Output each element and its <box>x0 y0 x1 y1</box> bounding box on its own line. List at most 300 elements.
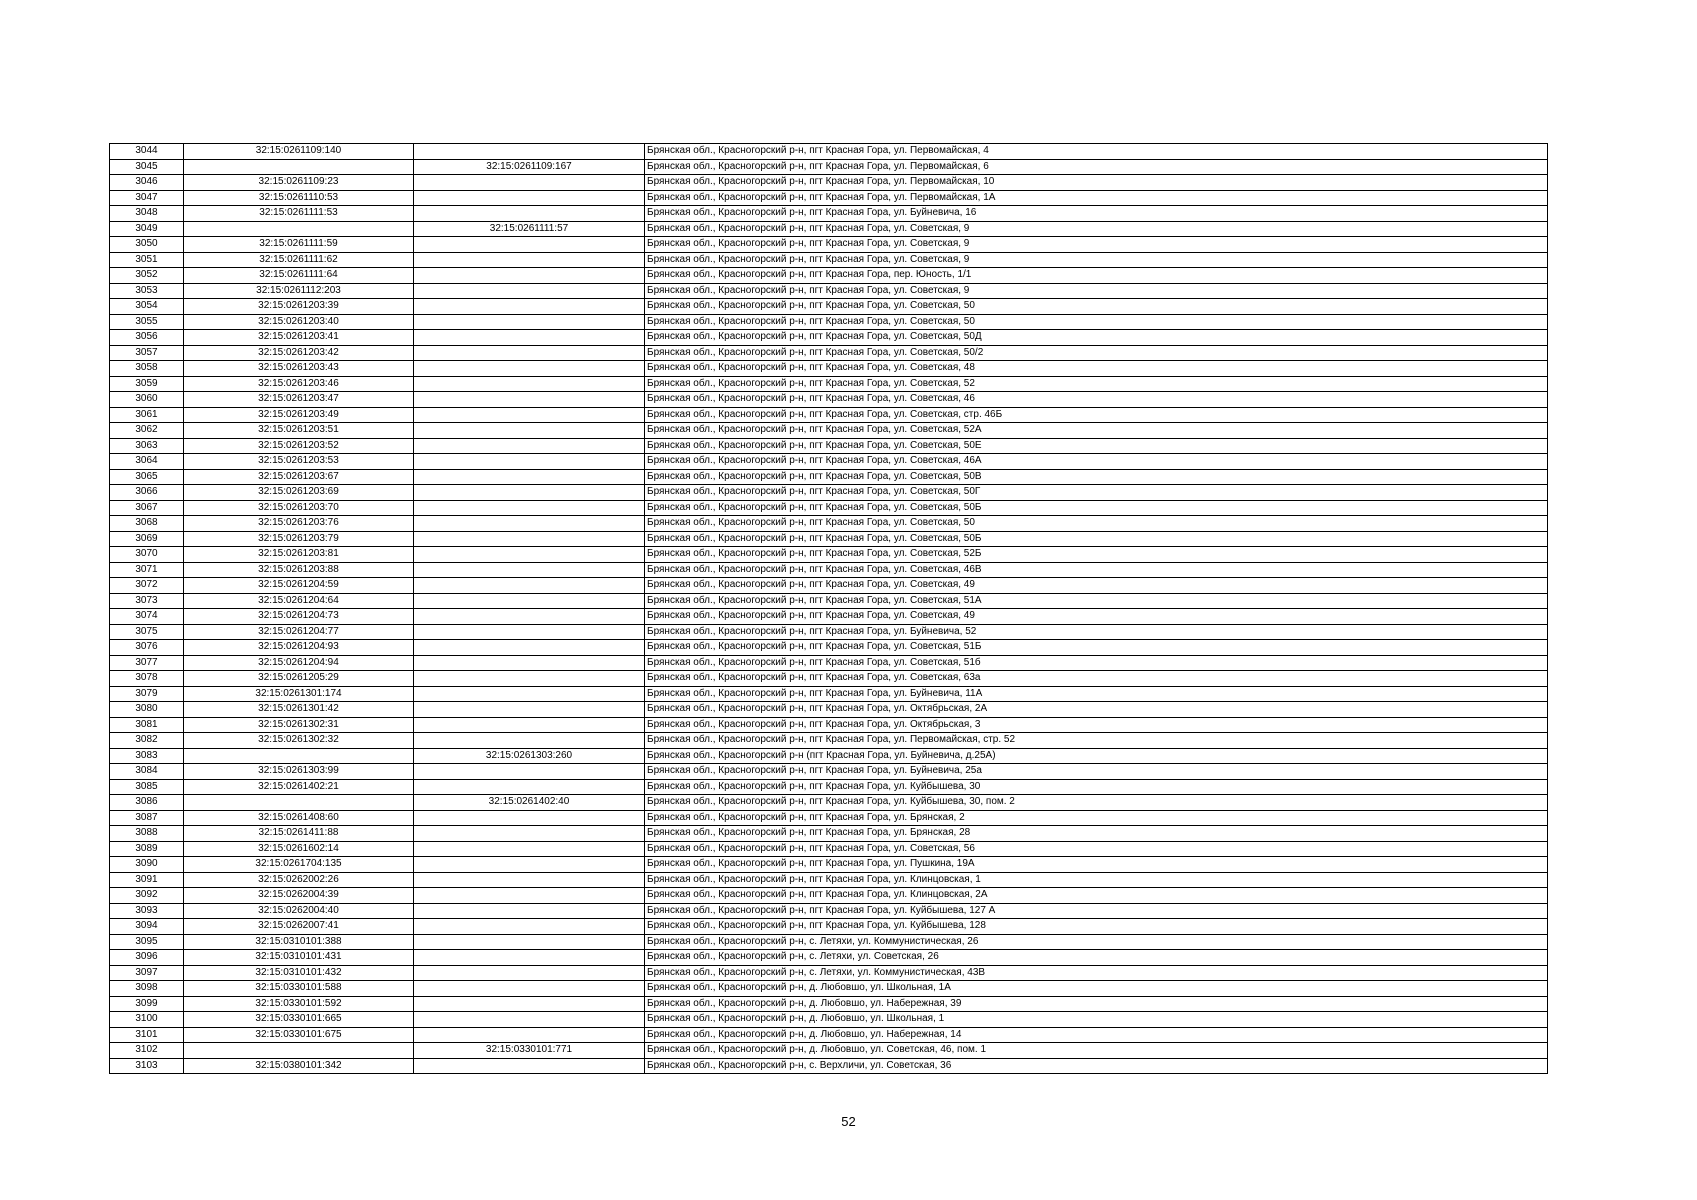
address-cell: Брянская обл., Красногорский р-н, пгт Красная Гора, ул. Буйневича, 11А <box>645 686 1548 702</box>
address-cell: Брянская обл., Красногорский р-н, пгт Красная Гора, ул. Октябрьская, 2А <box>645 702 1548 718</box>
address-cell: Брянская обл., Красногорский р-н, пгт Красная Гора, ул. Советская, 46В <box>645 562 1548 578</box>
cadastral-number-cell: 32:15:0261203:47 <box>184 392 414 408</box>
table-row <box>110 686 1548 702</box>
cadastral-number-cell: 32:15:0261203:88 <box>184 562 414 578</box>
table-row <box>110 438 1548 454</box>
row-number-cell: 3090 <box>110 857 184 873</box>
cadastral-number-alt-cell: 32:15:0261303:260 <box>414 748 645 764</box>
row-number-cell: 3095 <box>110 934 184 950</box>
table-row <box>110 531 1548 547</box>
cadastral-number-alt-cell <box>414 934 645 950</box>
table-row <box>110 981 1548 997</box>
table-row <box>110 965 1548 981</box>
cadastral-number-alt-cell <box>414 1058 645 1074</box>
row-number-cell: 3062 <box>110 423 184 439</box>
row-number-cell: 3077 <box>110 655 184 671</box>
cadastral-number-cell: 32:15:0261402:21 <box>184 779 414 795</box>
address-cell: Брянская обл., Красногорский р-н, с. Верхличи, ул. Советская, 36 <box>645 1058 1548 1074</box>
table-row <box>110 578 1548 594</box>
table-row <box>110 547 1548 563</box>
cadastral-number-cell: 32:15:0261204:73 <box>184 609 414 625</box>
cadastral-number-alt-cell <box>414 640 645 656</box>
table-row <box>110 252 1548 268</box>
cadastral-number-cell: 32:15:0261203:51 <box>184 423 414 439</box>
cadastral-number-alt-cell <box>414 717 645 733</box>
address-cell: Брянская обл., Красногорский р-н, д. Любовшо, ул. Школьная, 1А <box>645 981 1548 997</box>
cadastral-number-alt-cell <box>414 252 645 268</box>
address-cell: Брянская обл., Красногорский р-н, пгт Красная Гора, ул. Советская, стр. 46Б <box>645 407 1548 423</box>
cadastral-number-cell: 32:15:0330101:588 <box>184 981 414 997</box>
address-cell: Брянская обл., Красногорский р-н, пгт Красная Гора, ул. Первомайская, 1А <box>645 190 1548 206</box>
cadastral-number-cell: 32:15:0261109:23 <box>184 175 414 191</box>
row-number-cell: 3056 <box>110 330 184 346</box>
cadastral-number-alt-cell <box>414 888 645 904</box>
address-cell: Брянская обл., Красногорский р-н, пгт Красная Гора, ул. Советская, 9 <box>645 237 1548 253</box>
address-cell: Брянская обл., Красногорский р-н, пгт Красная Гора, ул. Советская, 50Б <box>645 531 1548 547</box>
cadastral-number-alt-cell <box>414 144 645 160</box>
cadastral-number-cell: 32:15:0261204:59 <box>184 578 414 594</box>
cadastral-number-cell: 32:15:0261203:39 <box>184 299 414 315</box>
address-cell: Брянская обл., Красногорский р-н, пгт Красная Гора, ул. Первомайская, 10 <box>645 175 1548 191</box>
cadastral-number-alt-cell <box>414 516 645 532</box>
cadastral-number-cell: 32:15:0261204:64 <box>184 593 414 609</box>
cadastral-number-alt-cell <box>414 702 645 718</box>
address-cell: Брянская обл., Красногорский р-н, пгт Красная Гора, ул. Буйневича, 16 <box>645 206 1548 222</box>
cadastral-number-cell: 32:15:0261203:40 <box>184 314 414 330</box>
row-number-cell: 3088 <box>110 826 184 842</box>
table-row <box>110 795 1548 811</box>
cadastral-number-cell: 32:15:0380101:342 <box>184 1058 414 1074</box>
row-number-cell: 3102 <box>110 1043 184 1059</box>
cadastral-number-alt-cell <box>414 175 645 191</box>
table-row <box>110 144 1548 160</box>
address-cell: Брянская обл., Красногорский р-н, пгт Красная Гора, ул. Советская, 50 <box>645 314 1548 330</box>
table-row <box>110 159 1548 175</box>
cadastral-number-cell: 32:15:0262004:39 <box>184 888 414 904</box>
address-cell: Брянская обл., Красногорский р-н (пгт Красная Гора, ул. Буйневича, д.25А) <box>645 748 1548 764</box>
cadastral-number-alt-cell <box>414 531 645 547</box>
cadastral-number-cell: 32:15:0261203:69 <box>184 485 414 501</box>
cadastral-number-cell: 32:15:0261411:88 <box>184 826 414 842</box>
table-row <box>110 500 1548 516</box>
row-number-cell: 3052 <box>110 268 184 284</box>
table-body <box>110 144 1548 1074</box>
table-row <box>110 764 1548 780</box>
cadastral-number-alt-cell <box>414 268 645 284</box>
address-cell: Брянская обл., Красногорский р-н, д. Любовшо, ул. Советская, 46, пом. 1 <box>645 1043 1548 1059</box>
cadastral-number-cell: 32:15:0262002:26 <box>184 872 414 888</box>
cadastral-number-cell: 32:15:0261203:67 <box>184 469 414 485</box>
row-number-cell: 3083 <box>110 748 184 764</box>
table-row <box>110 345 1548 361</box>
cadastral-number-alt-cell <box>414 423 645 439</box>
table-row <box>110 748 1548 764</box>
row-number-cell: 3100 <box>110 1012 184 1028</box>
cadastral-number-cell: 32:15:0261112:203 <box>184 283 414 299</box>
address-cell: Брянская обл., Красногорский р-н, д. Любовшо, ул. Набережная, 14 <box>645 1027 1548 1043</box>
address-cell: Брянская обл., Красногорский р-н, пгт Красная Гора, ул. Советская, 9 <box>645 283 1548 299</box>
cadastral-number-alt-cell <box>414 578 645 594</box>
row-number-cell: 3075 <box>110 624 184 640</box>
cadastral-number-alt-cell <box>414 190 645 206</box>
address-cell: Брянская обл., Красногорский р-н, с. Летяхи, ул. Коммунистическая, 43В <box>645 965 1548 981</box>
cadastral-number-alt-cell <box>414 547 645 563</box>
row-number-cell: 3049 <box>110 221 184 237</box>
cadastral-number-alt-cell <box>414 485 645 501</box>
address-cell: Брянская обл., Красногорский р-н, пгт Красная Гора, ул. Советская, 50 <box>645 516 1548 532</box>
cadastral-number-alt-cell <box>414 655 645 671</box>
address-cell: Брянская обл., Красногорский р-н, пгт Красная Гора, ул. Советская, 50Б <box>645 500 1548 516</box>
row-number-cell: 3071 <box>110 562 184 578</box>
cadastral-number-alt-cell <box>414 392 645 408</box>
address-cell: Брянская обл., Красногорский р-н, пгт Красная Гора, ул. Куйбышева, 30, пом. 2 <box>645 795 1548 811</box>
table-row <box>110 609 1548 625</box>
cadastral-number-cell <box>184 1043 414 1059</box>
cadastral-number-alt-cell <box>414 841 645 857</box>
table-row <box>110 1043 1548 1059</box>
table-row <box>110 407 1548 423</box>
cadastral-number-cell: 32:15:0262004:40 <box>184 903 414 919</box>
cadastral-number-alt-cell <box>414 299 645 315</box>
table-row <box>110 330 1548 346</box>
table-row <box>110 733 1548 749</box>
row-number-cell: 3084 <box>110 764 184 780</box>
table-row <box>110 221 1548 237</box>
row-number-cell: 3064 <box>110 454 184 470</box>
row-number-cell: 3078 <box>110 671 184 687</box>
cadastral-number-alt-cell <box>414 562 645 578</box>
cadastral-number-cell: 32:15:0261704:135 <box>184 857 414 873</box>
cadastral-number-cell: 32:15:0261203:49 <box>184 407 414 423</box>
table-row <box>110 919 1548 935</box>
row-number-cell: 3096 <box>110 950 184 966</box>
row-number-cell: 3059 <box>110 376 184 392</box>
cadastral-number-alt-cell <box>414 733 645 749</box>
row-number-cell: 3055 <box>110 314 184 330</box>
address-cell: Брянская обл., Красногорский р-н, пгт Красная Гора, ул. Куйбышева, 30 <box>645 779 1548 795</box>
cadastral-number-cell: 32:15:0330101:665 <box>184 1012 414 1028</box>
cadastral-number-cell: 32:15:0261203:81 <box>184 547 414 563</box>
row-number-cell: 3099 <box>110 996 184 1012</box>
cadastral-number-alt-cell <box>414 330 645 346</box>
cadastral-number-alt-cell <box>414 810 645 826</box>
row-number-cell: 3094 <box>110 919 184 935</box>
cadastral-number-cell: 32:15:0261301:174 <box>184 686 414 702</box>
cadastral-number-alt-cell <box>414 1027 645 1043</box>
cadastral-number-alt-cell <box>414 965 645 981</box>
table-row <box>110 640 1548 656</box>
table-row <box>110 1027 1548 1043</box>
address-cell: Брянская обл., Красногорский р-н, с. Летяхи, ул. Коммунистическая, 26 <box>645 934 1548 950</box>
address-cell: Брянская обл., Красногорский р-н, пгт Красная Гора, ул. Октябрьская, 3 <box>645 717 1548 733</box>
row-number-cell: 3093 <box>110 903 184 919</box>
row-number-cell: 3101 <box>110 1027 184 1043</box>
cadastral-number-alt-cell <box>414 764 645 780</box>
table-row <box>110 857 1548 873</box>
table-row <box>110 175 1548 191</box>
address-cell: Брянская обл., Красногорский р-н, д. Любовшо, ул. Набережная, 39 <box>645 996 1548 1012</box>
row-number-cell: 3045 <box>110 159 184 175</box>
table-row <box>110 283 1548 299</box>
cadastral-number-cell: 32:15:0261203:43 <box>184 361 414 377</box>
cadastral-number-cell: 32:15:0261203:42 <box>184 345 414 361</box>
table-row <box>110 469 1548 485</box>
cadastral-number-cell: 32:15:0261111:64 <box>184 268 414 284</box>
cadastral-number-alt-cell <box>414 872 645 888</box>
address-cell: Брянская обл., Красногорский р-н, пгт Красная Гора, ул. Брянская, 28 <box>645 826 1548 842</box>
cadastral-number-cell: 32:15:0310101:432 <box>184 965 414 981</box>
row-number-cell: 3046 <box>110 175 184 191</box>
cadastral-number-alt-cell <box>414 345 645 361</box>
address-cell: Брянская обл., Красногорский р-н, пгт Красная Гора, ул. Куйбышева, 128 <box>645 919 1548 935</box>
cadastral-number-alt-cell <box>414 454 645 470</box>
cadastral-table <box>109 143 1548 1074</box>
row-number-cell: 3065 <box>110 469 184 485</box>
address-cell: Брянская обл., Красногорский р-н, пгт Красная Гора, ул. Советская, 46 <box>645 392 1548 408</box>
table-row <box>110 237 1548 253</box>
address-cell: Брянская обл., Красногорский р-н, пгт Красная Гора, ул. Советская, 51б <box>645 655 1548 671</box>
table-row <box>110 934 1548 950</box>
cadastral-number-alt-cell <box>414 981 645 997</box>
cadastral-number-alt-cell <box>414 996 645 1012</box>
table-row <box>110 717 1548 733</box>
cadastral-number-alt-cell <box>414 903 645 919</box>
row-number-cell: 3054 <box>110 299 184 315</box>
cadastral-number-alt-cell <box>414 361 645 377</box>
table-row <box>110 655 1548 671</box>
cadastral-number-cell: 32:15:0261204:77 <box>184 624 414 640</box>
row-number-cell: 3048 <box>110 206 184 222</box>
table-row <box>110 516 1548 532</box>
cadastral-number-alt-cell <box>414 609 645 625</box>
cadastral-number-cell <box>184 159 414 175</box>
cadastral-number-alt-cell <box>414 686 645 702</box>
cadastral-number-cell: 32:15:0261203:46 <box>184 376 414 392</box>
cadastral-number-alt-cell <box>414 950 645 966</box>
address-cell: Брянская обл., Красногорский р-н, д. Любовшо, ул. Школьная, 1 <box>645 1012 1548 1028</box>
table-row <box>110 888 1548 904</box>
row-number-cell: 3079 <box>110 686 184 702</box>
cadastral-number-cell: 32:15:0261203:76 <box>184 516 414 532</box>
cadastral-number-alt-cell <box>414 779 645 795</box>
cadastral-number-cell: 32:15:0261204:94 <box>184 655 414 671</box>
address-cell: Брянская обл., Красногорский р-н, пгт Красная Гора, ул. Брянская, 2 <box>645 810 1548 826</box>
address-cell: Брянская обл., Красногорский р-н, пгт Красная Гора, ул. Советская, 63а <box>645 671 1548 687</box>
table-row <box>110 376 1548 392</box>
table-row <box>110 810 1548 826</box>
row-number-cell: 3074 <box>110 609 184 625</box>
cadastral-number-cell <box>184 795 414 811</box>
table-row <box>110 950 1548 966</box>
row-number-cell: 3085 <box>110 779 184 795</box>
address-cell: Брянская обл., Красногорский р-н, пгт Красная Гора, ул. Советская, 50/2 <box>645 345 1548 361</box>
address-cell: Брянская обл., Красногорский р-н, пгт Красная Гора, ул. Советская, 46А <box>645 454 1548 470</box>
cadastral-number-cell: 32:15:0261203:70 <box>184 500 414 516</box>
row-number-cell: 3080 <box>110 702 184 718</box>
table-row <box>110 841 1548 857</box>
cadastral-number-alt-cell: 32:15:0330101:771 <box>414 1043 645 1059</box>
row-number-cell: 3060 <box>110 392 184 408</box>
cadastral-number-cell: 32:15:0261111:62 <box>184 252 414 268</box>
address-cell: Брянская обл., Красногорский р-н, пгт Красная Гора, ул. Советская, 50Г <box>645 485 1548 501</box>
row-number-cell: 3069 <box>110 531 184 547</box>
cadastral-number-alt-cell <box>414 206 645 222</box>
cadastral-number-cell: 32:15:0330101:592 <box>184 996 414 1012</box>
cadastral-number-alt-cell <box>414 624 645 640</box>
table-row <box>110 826 1548 842</box>
table-row <box>110 268 1548 284</box>
row-number-cell: 3051 <box>110 252 184 268</box>
cadastral-number-alt-cell <box>414 857 645 873</box>
cadastral-number-alt-cell <box>414 237 645 253</box>
address-cell: Брянская обл., Красногорский р-н, пгт Красная Гора, ул. Советская, 48 <box>645 361 1548 377</box>
cadastral-number-alt-cell <box>414 407 645 423</box>
cadastral-number-cell <box>184 748 414 764</box>
row-number-cell: 3047 <box>110 190 184 206</box>
address-cell: Брянская обл., Красногорский р-н, пгт Красная Гора, ул. Советская, 52Б <box>645 547 1548 563</box>
row-number-cell: 3072 <box>110 578 184 594</box>
table-row <box>110 624 1548 640</box>
row-number-cell: 3073 <box>110 593 184 609</box>
cadastral-number-cell: 32:15:0261408:60 <box>184 810 414 826</box>
cadastral-number-cell: 32:15:0262007:41 <box>184 919 414 935</box>
row-number-cell: 3063 <box>110 438 184 454</box>
address-cell: Брянская обл., Красногорский р-н, пгт Красная Гора, ул. Советская, 51А <box>645 593 1548 609</box>
table-row <box>110 779 1548 795</box>
address-cell: Брянская обл., Красногорский р-н, пгт Красная Гора, ул. Советская, 50Е <box>645 438 1548 454</box>
address-cell: Брянская обл., Красногорский р-н, пгт Красная Гора, ул. Советская, 49 <box>645 609 1548 625</box>
cadastral-number-cell: 32:15:0261204:93 <box>184 640 414 656</box>
row-number-cell: 3058 <box>110 361 184 377</box>
row-number-cell: 3087 <box>110 810 184 826</box>
cadastral-number-alt-cell: 32:15:0261109:167 <box>414 159 645 175</box>
row-number-cell: 3082 <box>110 733 184 749</box>
cadastral-number-cell: 32:15:0310101:388 <box>184 934 414 950</box>
page-number: 52 <box>841 1114 856 1129</box>
address-cell: Брянская обл., Красногорский р-н, пгт Красная Гора, ул. Клинцовская, 2А <box>645 888 1548 904</box>
row-number-cell: 3057 <box>110 345 184 361</box>
cadastral-number-cell: 32:15:0261203:79 <box>184 531 414 547</box>
row-number-cell: 3097 <box>110 965 184 981</box>
cadastral-number-cell: 32:15:0310101:431 <box>184 950 414 966</box>
row-number-cell: 3068 <box>110 516 184 532</box>
address-cell: Брянская обл., Красногорский р-н, пгт Красная Гора, ул. Первомайская, 4 <box>645 144 1548 160</box>
cadastral-number-alt-cell <box>414 314 645 330</box>
table-row <box>110 1058 1548 1074</box>
cadastral-number-cell: 32:15:0261302:32 <box>184 733 414 749</box>
cadastral-number-cell: 32:15:0261203:53 <box>184 454 414 470</box>
table-row <box>110 702 1548 718</box>
address-cell: Брянская обл., Красногорский р-н, с. Летяхи, ул. Советская, 26 <box>645 950 1548 966</box>
address-cell: Брянская обл., Красногорский р-н, пгт Красная Гора, ул. Советская, 56 <box>645 841 1548 857</box>
address-cell: Брянская обл., Красногорский р-н, пгт Красная Гора, ул. Советская, 50Д <box>645 330 1548 346</box>
table-row <box>110 423 1548 439</box>
row-number-cell: 3081 <box>110 717 184 733</box>
row-number-cell: 3091 <box>110 872 184 888</box>
table-row <box>110 190 1548 206</box>
cadastral-number-alt-cell: 32:15:0261111:57 <box>414 221 645 237</box>
cadastral-number-cell: 32:15:0261602:14 <box>184 841 414 857</box>
table-row <box>110 1012 1548 1028</box>
row-number-cell: 3067 <box>110 500 184 516</box>
address-cell: Брянская обл., Красногорский р-н, пгт Красная Гора, ул. Буйневича, 52 <box>645 624 1548 640</box>
row-number-cell: 3103 <box>110 1058 184 1074</box>
cadastral-number-cell: 32:15:0261301:42 <box>184 702 414 718</box>
address-cell: Брянская обл., Красногорский р-н, пгт Красная Гора, ул. Пушкина, 19А <box>645 857 1548 873</box>
address-cell: Брянская обл., Красногорский р-н, пгт Красная Гора, ул. Клинцовская, 1 <box>645 872 1548 888</box>
address-cell: Брянская обл., Красногорский р-н, пгт Красная Гора, ул. Советская, 50В <box>645 469 1548 485</box>
address-cell: Брянская обл., Красногорский р-н, пгт Красная Гора, ул. Советская, 52 <box>645 376 1548 392</box>
address-cell: Брянская обл., Красногорский р-н, пгт Красная Гора, ул. Буйневича, 25а <box>645 764 1548 780</box>
cadastral-number-alt-cell <box>414 826 645 842</box>
cadastral-number-cell: 32:15:0330101:675 <box>184 1027 414 1043</box>
table-row <box>110 206 1548 222</box>
table-row <box>110 903 1548 919</box>
table-row <box>110 299 1548 315</box>
cadastral-number-cell: 32:15:0261111:59 <box>184 237 414 253</box>
cadastral-number-alt-cell <box>414 500 645 516</box>
table-row <box>110 314 1548 330</box>
row-number-cell: 3050 <box>110 237 184 253</box>
row-number-cell: 3066 <box>110 485 184 501</box>
cadastral-number-alt-cell <box>414 438 645 454</box>
row-number-cell: 3053 <box>110 283 184 299</box>
table-row <box>110 454 1548 470</box>
address-cell: Брянская обл., Красногорский р-н, пгт Красная Гора, ул. Советская, 9 <box>645 221 1548 237</box>
cadastral-number-cell: 32:15:0261109:140 <box>184 144 414 160</box>
cadastral-number-cell <box>184 221 414 237</box>
row-number-cell: 3098 <box>110 981 184 997</box>
cadastral-number-cell: 32:15:0261303:99 <box>184 764 414 780</box>
table-row <box>110 996 1548 1012</box>
address-cell: Брянская обл., Красногорский р-н, пгт Красная Гора, ул. Советская, 49 <box>645 578 1548 594</box>
cadastral-number-cell: 32:15:0261110:53 <box>184 190 414 206</box>
cadastral-number-alt-cell <box>414 283 645 299</box>
table-row <box>110 361 1548 377</box>
cadastral-number-alt-cell <box>414 671 645 687</box>
cadastral-number-cell: 32:15:0261205:29 <box>184 671 414 687</box>
row-number-cell: 3076 <box>110 640 184 656</box>
address-cell: Брянская обл., Красногорский р-н, пгт Красная Гора, ул. Советская, 51Б <box>645 640 1548 656</box>
cadastral-number-alt-cell <box>414 1012 645 1028</box>
address-cell: Брянская обл., Красногорский р-н, пгт Красная Гора, ул. Советская, 52А <box>645 423 1548 439</box>
cadastral-number-alt-cell <box>414 593 645 609</box>
cadastral-number-alt-cell <box>414 919 645 935</box>
row-number-cell: 3086 <box>110 795 184 811</box>
cadastral-number-cell: 32:15:0261111:53 <box>184 206 414 222</box>
row-number-cell: 3070 <box>110 547 184 563</box>
row-number-cell: 3061 <box>110 407 184 423</box>
cadastral-number-alt-cell <box>414 376 645 392</box>
cadastral-number-alt-cell <box>414 469 645 485</box>
address-cell: Брянская обл., Красногорский р-н, пгт Красная Гора, ул. Первомайская, стр. 52 <box>645 733 1548 749</box>
table-row <box>110 485 1548 501</box>
table-row <box>110 392 1548 408</box>
address-cell: Брянская обл., Красногорский р-н, пгт Красная Гора, ул. Советская, 9 <box>645 252 1548 268</box>
cadastral-number-alt-cell: 32:15:0261402:40 <box>414 795 645 811</box>
cadastral-number-cell: 32:15:0261302:31 <box>184 717 414 733</box>
cadastral-number-cell: 32:15:0261203:52 <box>184 438 414 454</box>
table-row <box>110 593 1548 609</box>
cadastral-number-cell: 32:15:0261203:41 <box>184 330 414 346</box>
row-number-cell: 3092 <box>110 888 184 904</box>
row-number-cell: 3044 <box>110 144 184 160</box>
address-cell: Брянская обл., Красногорский р-н, пгт Красная Гора, ул. Куйбышева, 127 А <box>645 903 1548 919</box>
table-row <box>110 671 1548 687</box>
table-row <box>110 872 1548 888</box>
table-row <box>110 562 1548 578</box>
address-cell: Брянская обл., Красногорский р-н, пгт Красная Гора, ул. Советская, 50 <box>645 299 1548 315</box>
